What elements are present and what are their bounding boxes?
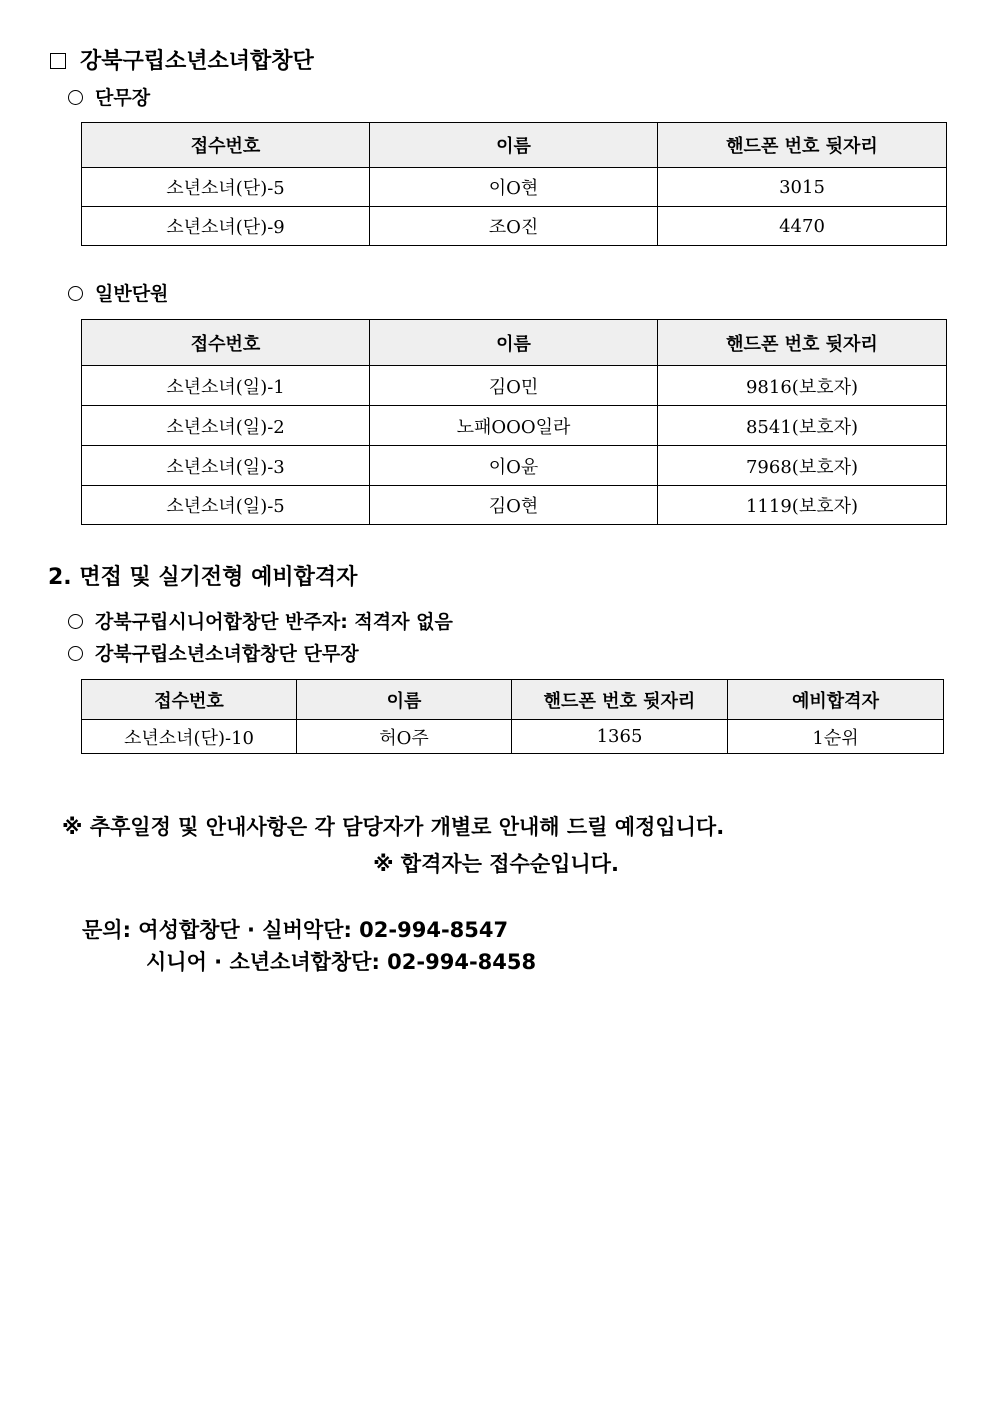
- header-cell: 이름: [297, 680, 512, 720]
- header-cell: 예비합격자: [728, 680, 944, 720]
- cell-phone: 4470: [658, 207, 947, 246]
- header-cell: 이름: [370, 123, 658, 168]
- header-cell: 핸드폰 번호 뒷자리: [512, 680, 728, 720]
- header-cell: 이름: [370, 320, 658, 366]
- reserve-table: [81, 679, 944, 754]
- contact-line-2: 시니어 · 소년소녀합창단: 02-994-8458: [146, 950, 537, 974]
- cell-reception-no: 소년소녀(일)-1: [82, 366, 370, 406]
- cell-name: 노패OOO일라: [370, 406, 658, 446]
- cell-reception-no: 소년소녀(일)-5: [82, 486, 370, 525]
- header-cell: 핸드폰 번호 뒷자리: [658, 123, 947, 168]
- note-order: ※ 합격자는 접수순입니다.: [373, 852, 619, 876]
- cell-phone: 1119(보호자): [658, 486, 947, 525]
- table-row: [82, 486, 947, 525]
- header-cell: 접수번호: [82, 123, 370, 168]
- cell-reception-no: 소년소녀(일)-2: [82, 406, 370, 446]
- section2-item-leader: 강북구립소년소녀합창단 단무장: [68, 639, 359, 666]
- table-header-row: [82, 680, 944, 720]
- circle-bullet-icon: [68, 286, 83, 301]
- header-cell: 접수번호: [82, 320, 370, 366]
- table-header-row: [82, 123, 947, 168]
- header-cell: 접수번호: [82, 680, 297, 720]
- cell-name: 이O현: [370, 168, 658, 207]
- cell-phone: 7968(보호자): [658, 446, 947, 486]
- cell-reception-no: 소년소녀(일)-3: [82, 446, 370, 486]
- table-row: [82, 720, 944, 754]
- cell-name: 조O진: [370, 207, 658, 246]
- cell-name: 김O민: [370, 366, 658, 406]
- cell-phone: 9816(보호자): [658, 366, 947, 406]
- cell-reception-no: 소년소녀(단)-5: [82, 168, 370, 207]
- section-title: 강북구립소년소녀합창단: [50, 44, 314, 75]
- cell-name: 허O주: [297, 720, 512, 754]
- cell-name: 이O윤: [370, 446, 658, 486]
- header-cell: 핸드폰 번호 뒷자리: [658, 320, 947, 366]
- subsection-title-leader: 단무장: [68, 83, 150, 110]
- leader-table: [81, 122, 947, 246]
- contact-line-1: 문의: 여성합창단 · 실버악단: 02-994-8547: [82, 918, 509, 942]
- cell-reception-no: 소년소녀(단)-10: [82, 720, 297, 754]
- note-schedule: ※ 추후일정 및 안내사항은 각 담당자가 개별로 안내해 드릴 예정입니다.: [62, 815, 725, 839]
- table-row: [82, 366, 947, 406]
- cell-phone: 1365: [512, 720, 728, 754]
- circle-bullet-icon: [68, 90, 83, 105]
- table-row: [82, 406, 947, 446]
- circle-bullet-icon: [68, 646, 83, 661]
- cell-phone: 3015: [658, 168, 947, 207]
- section2-title: 2. 면접 및 실기전형 예비합격자: [48, 565, 358, 590]
- subsection-title-members: 일반단원: [68, 279, 168, 306]
- circle-bullet-icon: [68, 614, 83, 629]
- cell-name: 김O현: [370, 486, 658, 525]
- cell-rank: 1순위: [728, 720, 944, 754]
- cell-phone: 8541(보호자): [658, 406, 947, 446]
- section2-item-accompanist: 강북구립시니어합창단 반주자: 적격자 없음: [68, 607, 453, 634]
- table-header-row: [82, 320, 947, 366]
- square-bullet-icon: [50, 53, 66, 69]
- table-row: [82, 168, 947, 207]
- cell-reception-no: 소년소녀(단)-9: [82, 207, 370, 246]
- table-row: [82, 446, 947, 486]
- members-table: [81, 319, 947, 525]
- table-row: [82, 207, 947, 246]
